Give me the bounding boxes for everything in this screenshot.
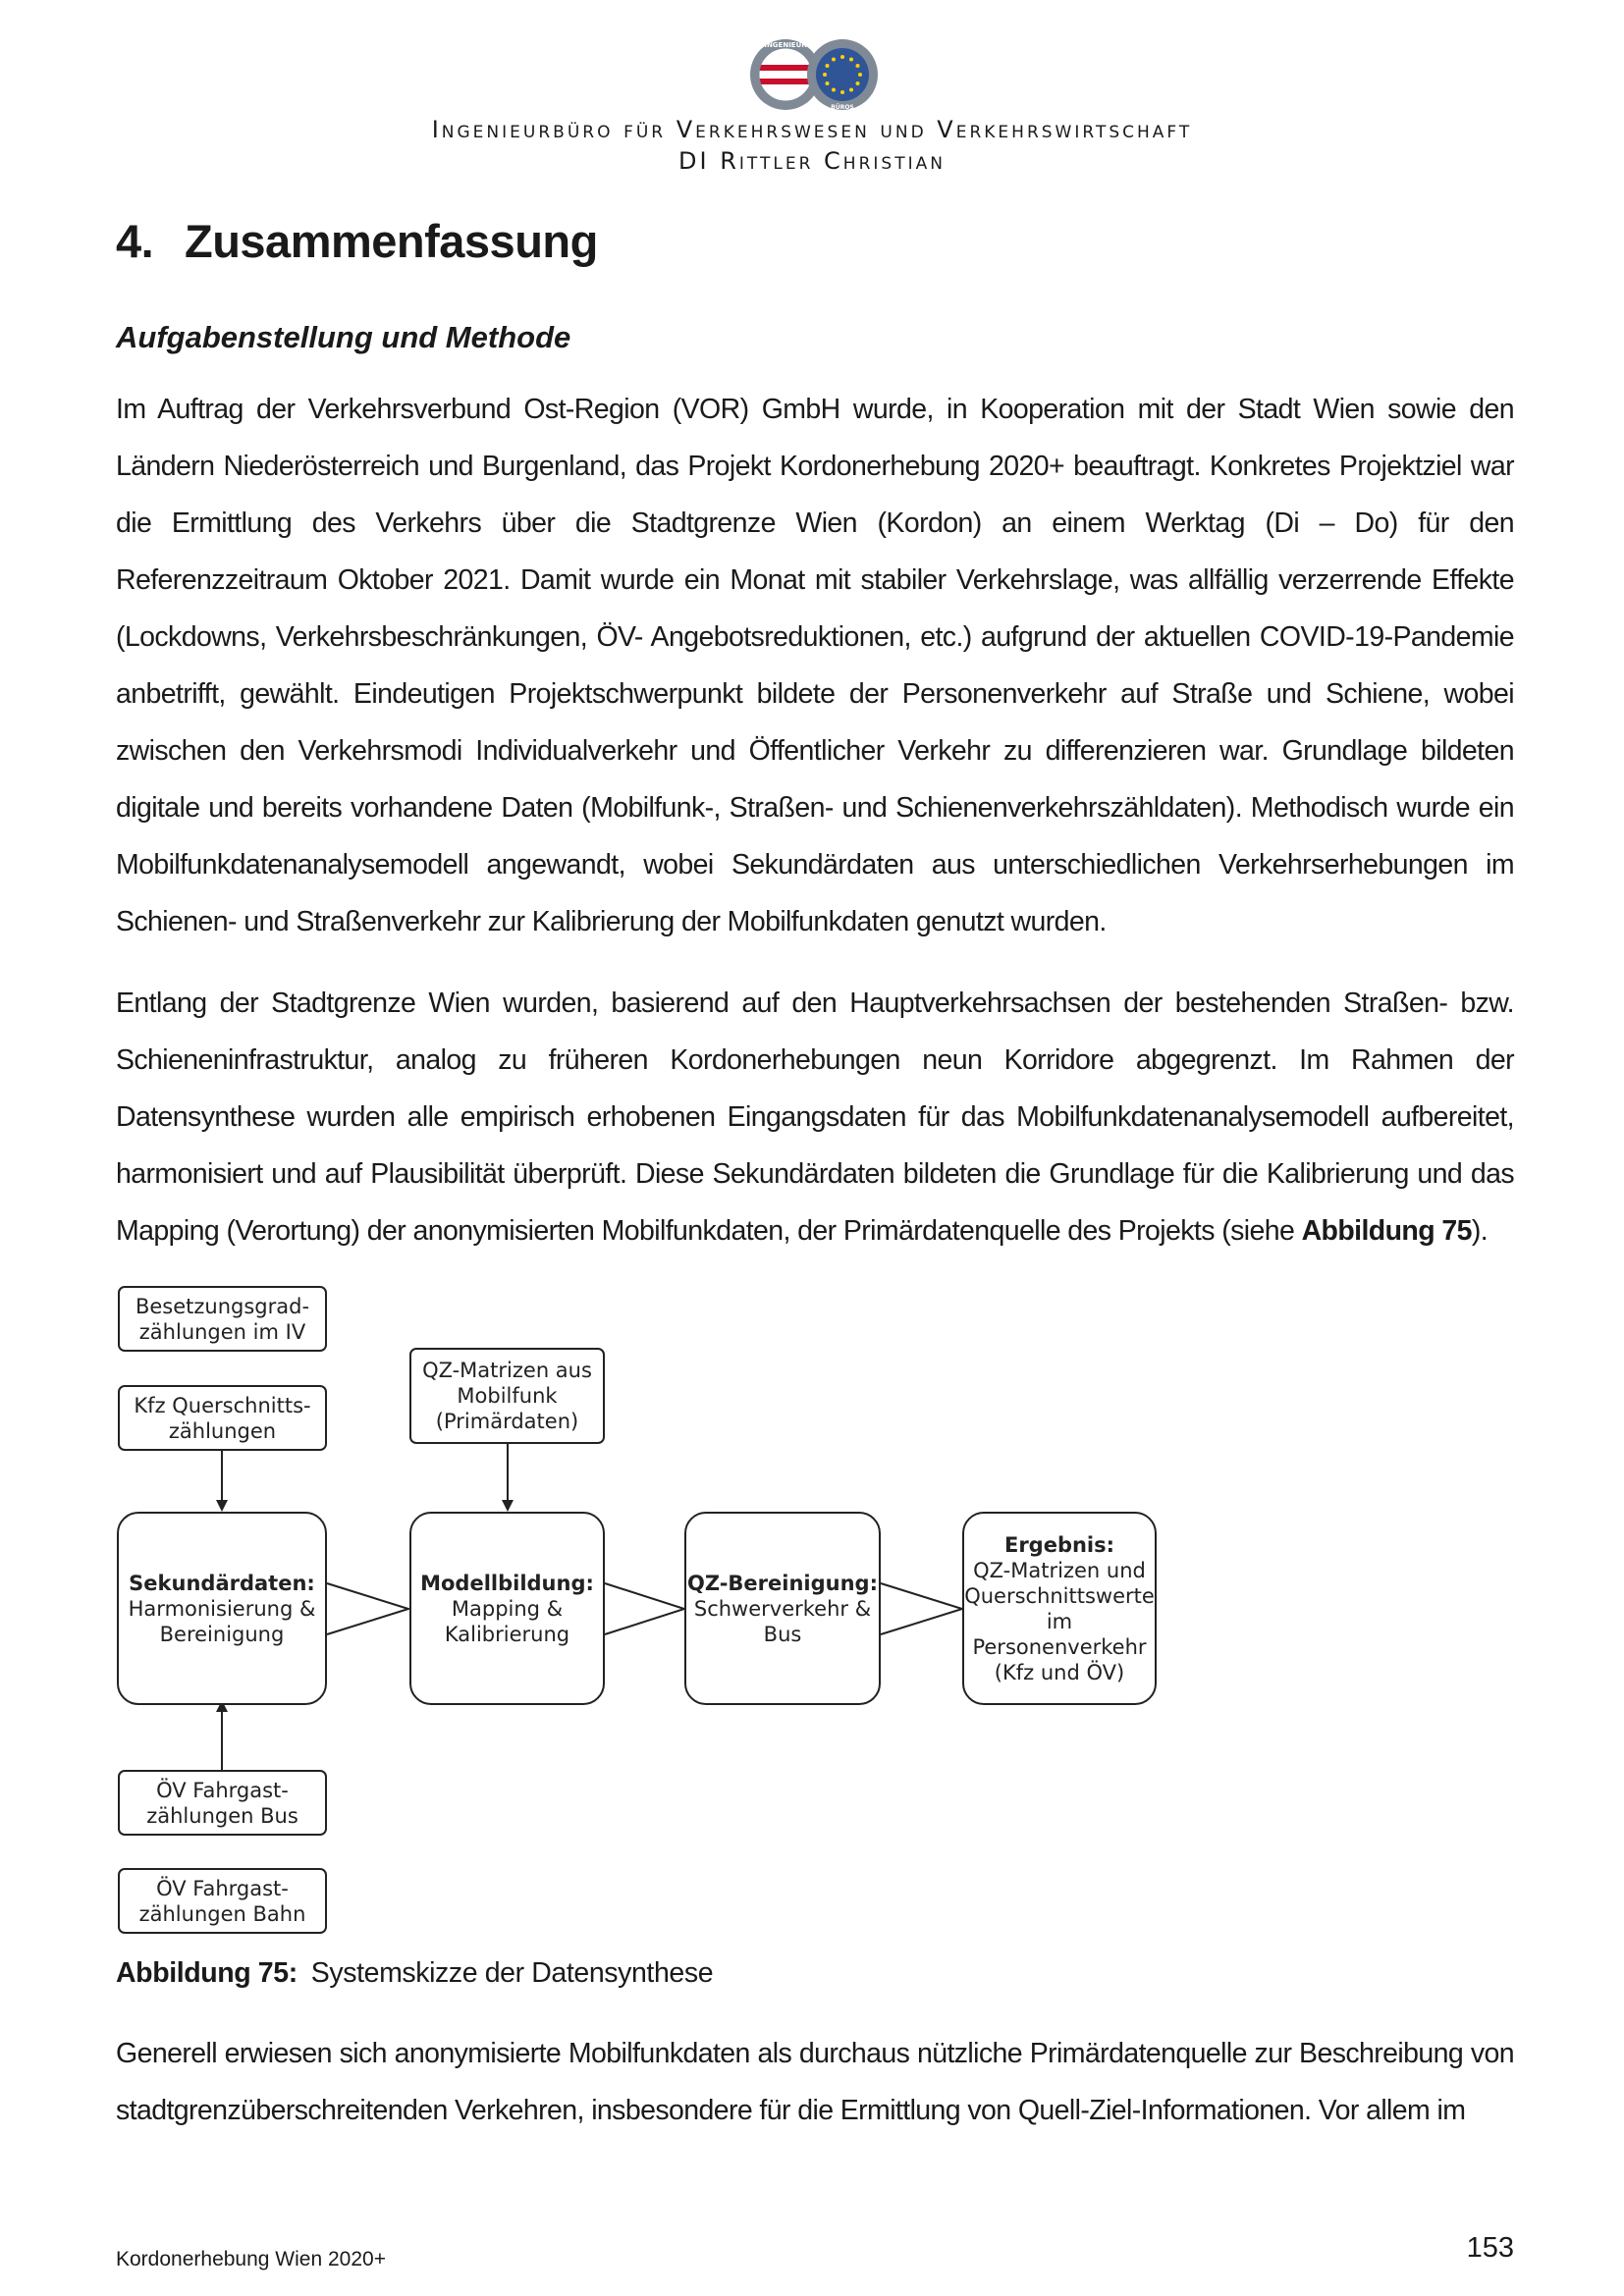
section-title-text: Zusammenfassung	[185, 215, 598, 267]
svg-text:INGENIEUR: INGENIEUR	[764, 41, 807, 49]
box-qz-mobilfunk: QZ-Matrizen aus Mobilfunk (Primärdaten)	[409, 1348, 605, 1444]
paragraph-3: Generell erwiesen sich anonymisierte Mobilfunkdaten als durchaus nützliche Primärdatenquelle zur Beschreibung von stadtgrenzüberschreitenden Verkehren, insbesondere für die Ermittlung von Quell-Ziel-Informationen. Vor allem im	[116, 2038, 1514, 2126]
section-number: 4.	[116, 215, 154, 267]
footer-document-title: Kordonerhebung Wien 2020+	[116, 2248, 386, 2270]
paragraph-1: Im Auftrag der Verkehrsverbund Ost-Region (VOR) GmbH wurde, in Kooperation mit der Stadt Wien sowie den Ländern Niederösterreich und Burgenland, das Projekt Kordonerhebung 2020+ beauftragt. Konkretes Projektziel war die Ermittlung des Verkehrs über die Stadtgrenze Wien (Kordon) an einem Werktag (Di – Do) für den Referenzzeitraum Oktober 2021. Damit wurde ein Monat mit stabiler Verkehrslage, was allfällig verzerrende Effekte (Lockdowns, Verkehrsbeschränkungen, ÖV- Angebotsreduktionen, etc.) aufgrund der aktuellen COVID-19-Pandemie anbetrifft, gewählt. Eindeutigen Projektschwerpunkt bildete der Personenverkehr auf Straße und Schiene, wobei zwischen den Verkehrsmodi Individualverkehr und Öffentlicher Verkehr zu differenzieren war. Grundlage bildeten digitale und bereits vorhandene Daten (Mobilfunk-, Straßen- und Schienenverkehrszähldaten). Methodisch wurde ein Mobilfunkdatenanalysemodell angewandt, wobei Sekundärdaten aus unterschiedlichen Verkehrserhebungen im Schienen- und Straßenverkehr zur Kalibrierung der Mobilfunkdaten genutzt wurden.	[116, 394, 1514, 937]
box-ergebnis: Ergebnis: QZ-Matrizen und Querschnittswerte im Personenverkehr (Kfz und ÖV)	[962, 1512, 1157, 1705]
header-company-name: Ingenieurbüro für Verkehrswesen und Verkehrswirtschaft	[431, 116, 1193, 143]
section-title	[116, 214, 598, 268]
page-number: 153	[1466, 2232, 1514, 2264]
paragraph-2	[116, 975, 1514, 1259]
box-oev-bus: ÖV Fahrgast- zählungen Bus	[118, 1770, 327, 1836]
box-oev-bahn: ÖV Fahrgast- zählungen Bahn	[118, 1868, 327, 1934]
paragraph-2-end: ).	[1471, 1215, 1489, 1247]
box-modellbildung: Modellbildung: Mapping & Kalibrierung	[409, 1512, 605, 1705]
paragraph-2-text: Entlang der Stadtgrenze Wien wurden, basierend auf den Hauptverkehrsachsen der bestehenden Straßen- bzw. Schieneninfrastruktur, analog zu früheren Kordonerhebungen neun Korridore abgegrenzt. Im Rahmen der Datensynthese wurden alle empirisch erhobenen Eingangsdaten für das Mobilfunkdatenanalysemodell aufbereitet, harmonisiert und auf Plausibilität überprüft. Diese Sekundärdaten bildeten die Grundlage für die Kalibrierung und das Mapping (Verortung) der anonymisierten Mobilfunkdaten, der Primärdatenquelle des Projekts (siehe	[116, 988, 1514, 1247]
box-qz-bereinigung: QZ-Bereinigung: Schwerverkehr & Bus	[684, 1512, 881, 1705]
figure-reference: Abbildung 75	[1301, 1215, 1472, 1247]
company-logo	[741, 35, 889, 114]
system-diagram	[0, 1276, 1624, 1944]
box-kfz-querschnitt: Kfz Querschnitts- zählungen	[118, 1385, 327, 1451]
svg-text:BÜROS: BÜROS	[831, 104, 854, 111]
box-sekundaerdaten: Sekundärdaten: Harmonisierung & Bereinigung	[117, 1512, 327, 1705]
section-subtitle: Aufgabenstellung und Methode	[116, 320, 571, 354]
caption-label: Abbildung 75:	[116, 1957, 298, 1989]
chevron-mod-to-qzb	[605, 1583, 684, 1634]
caption-text: Systemskizze der Datensynthese	[310, 1957, 714, 1989]
chevron-qzb-to-erg	[881, 1583, 962, 1634]
chevron-sek-to-mod	[327, 1583, 408, 1634]
figure-caption	[116, 1957, 713, 1990]
header-owner-name: DI Rittler Christian	[678, 147, 946, 175]
box-besetzungsgrad: Besetzungsgrad- zählungen im IV	[118, 1286, 327, 1352]
